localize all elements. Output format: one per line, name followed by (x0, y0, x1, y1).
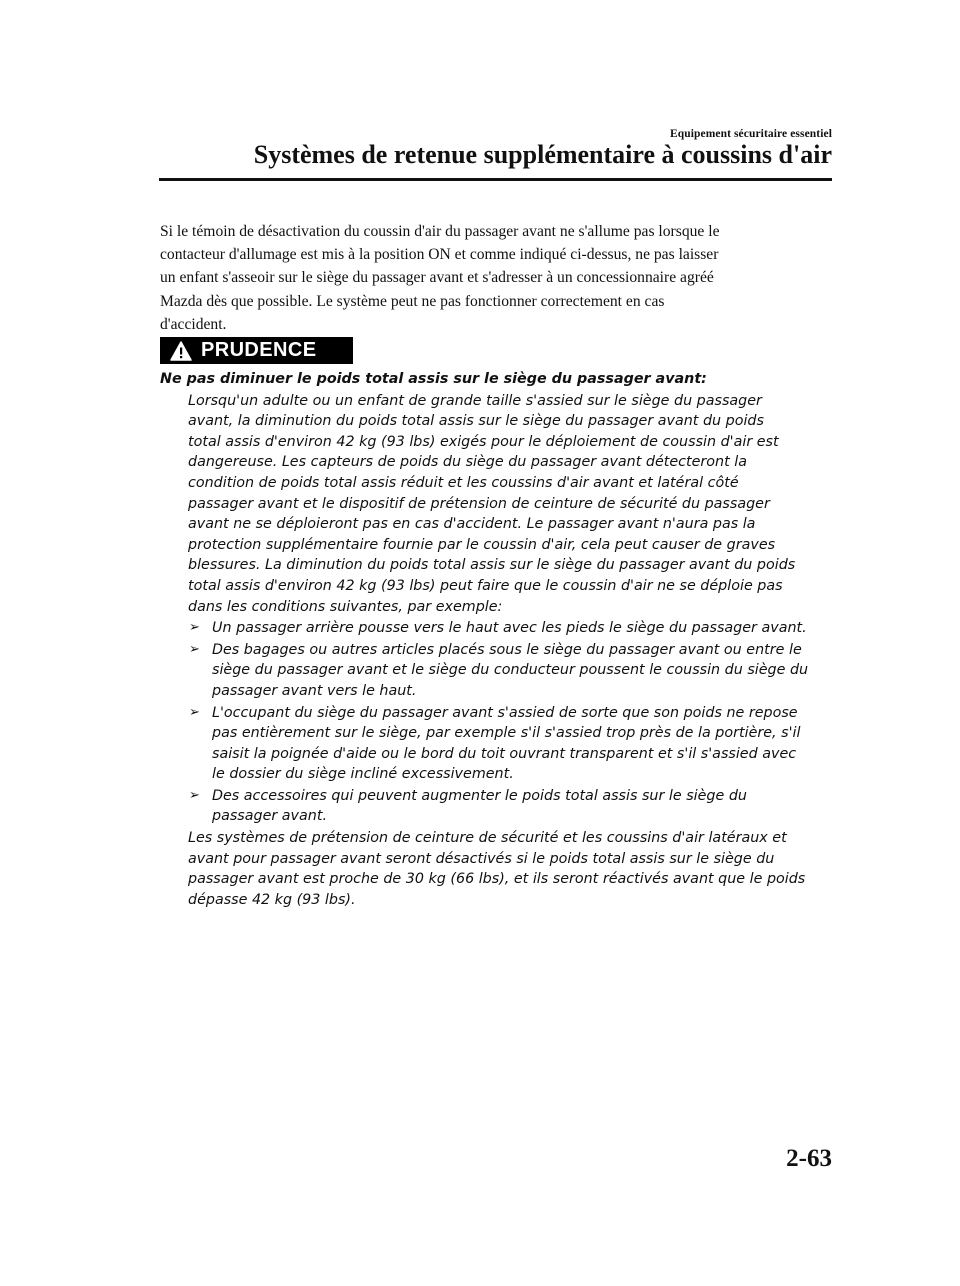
conclusion-line: passager avant est proche de 30 kg (66 lbs), et ils seront réactivés avant que le poids (188, 871, 806, 888)
intro-line: contacteur d'allumage est mis à la position ON et comme indiqué ci-dessus, ne pas laisser (160, 246, 719, 264)
warning-triangle-icon (170, 341, 192, 361)
caution-label: PRUDENCE (201, 339, 317, 361)
list-item (188, 640, 850, 702)
list-item-line: passager avant vers le haut. (212, 682, 417, 699)
intro-paragraph (160, 220, 840, 336)
caution-body-line: protection supplémentaire fournie par le coussin d'air, cela peut causer de graves (188, 536, 776, 553)
caution-body-line: condition de poids total assis réduit et les coussins d'air avant et latéral côté (188, 474, 739, 491)
caution-lead: Ne pas diminuer le poids total assis sur le siège du passager avant: (160, 371, 707, 387)
caution-body-line: blessures. La diminution du poids total assis sur le siège du passager avant du poids (188, 557, 796, 574)
caution-body (188, 391, 850, 618)
arrow-bullet-icon: ➢ (189, 704, 200, 720)
caution-conclusion (188, 828, 850, 910)
list-item-line: le dossier du siège incliné excessivement. (212, 766, 514, 783)
list-item (188, 703, 850, 785)
list-item-line: saisit la poignée d'aide ou le bord du toit ouvrant transparent et s'il s'assied avec (212, 745, 797, 762)
header-divider (159, 178, 832, 181)
caution-body-line: avant ne se déploieront pas en cas d'accident. Le passager avant n'aura pas la (188, 516, 756, 533)
intro-line: d'accident. (160, 315, 227, 333)
caution-body-line: passager avant et le dispositif de prétension de ceinture de sécurité du passager (188, 495, 770, 512)
list-item-line: pas entièrement sur le siège, par exemple s'il s'assied trop près de la portière, s'il (212, 725, 801, 742)
caution-body-line: dans les conditions suivantes, par exemple: (188, 598, 503, 615)
intro-line: un enfant s'asseoir sur le siège du passager avant et s'adresser à un concessionnaire agréé (160, 269, 714, 287)
conclusion-line: Les systèmes de prétension de ceinture de sécurité et les coussins d'air latéraux et (188, 830, 787, 847)
page-number: 2-63 (786, 1145, 832, 1172)
list-item-line: passager avant. (212, 808, 327, 825)
intro-line: Si le témoin de désactivation du coussin d'air du passager avant ne s'allume pas lorsque le (160, 223, 720, 240)
page-title: Systèmes de retenue supplémentaire à coussins d'air (253, 140, 832, 169)
list-item-line: Un passager arrière pousse vers le haut avec les pieds le siège du passager avant. (212, 620, 807, 637)
section-label: Equipement sécuritaire essentiel (669, 128, 832, 140)
caution-body-line: total assis d'environ 42 kg (93 lbs) peut faire que le coussin d'air ne se déploie pas (188, 577, 783, 594)
arrow-bullet-icon: ➢ (189, 620, 200, 636)
arrow-bullet-icon: ➢ (189, 641, 200, 657)
list-item-line: siège du passager avant et le siège du conducteur poussent le coussin du siège du (212, 662, 809, 679)
caution-block (160, 369, 850, 910)
caution-banner (160, 337, 353, 364)
conclusion-line: avant pour passager avant seront désactivés si le poids total assis sur le siège du (188, 850, 775, 867)
caution-body-line: Lorsqu'un adulte ou un enfant de grande taille s'assied sur le siège du passager (188, 392, 762, 409)
caution-body-line: avant, la diminution du poids total assis sur le siège du passager avant du poids (188, 413, 764, 430)
list-item-line: L'occupant du siège du passager avant s'assied de sorte que son poids ne repose (212, 704, 798, 721)
example-list (188, 618, 850, 827)
intro-line: Mazda dès que possible. Le système peut ne pas fonctionner correctement en cas (160, 292, 665, 310)
list-item-line: Des accessoires qui peuvent augmenter le poids total assis sur le siège du (212, 787, 747, 804)
list-item-line: Des bagages ou autres articles placés sous le siège du passager avant ou entre le (212, 641, 802, 658)
list-item (188, 786, 850, 827)
arrow-bullet-icon: ➢ (189, 787, 200, 803)
list-item (188, 618, 850, 639)
caution-body-line: dangereuse. Les capteurs de poids du siège du passager avant détecteront la (188, 454, 747, 471)
caution-body-line: total assis d'environ 42 kg (93 lbs) exigés pour le déploiement de coussin d'air est (188, 433, 779, 450)
conclusion-line: dépasse 42 kg (93 lbs). (188, 891, 356, 908)
